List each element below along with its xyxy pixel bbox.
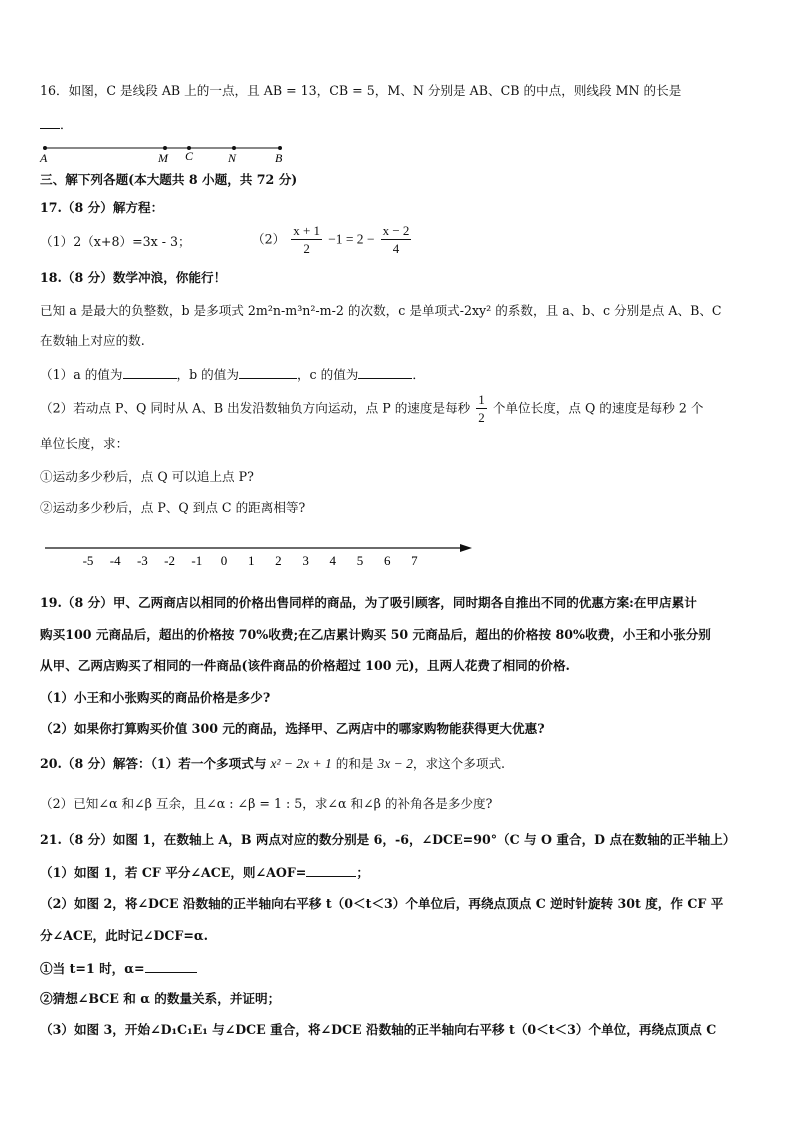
arrow-right-icon — [460, 544, 472, 552]
number-line-tick-label: -3 — [136, 553, 148, 568]
label-c: C — [185, 149, 194, 163]
point-a-dot — [43, 146, 47, 150]
number-line-tick-label: -4 — [109, 553, 121, 568]
q20-line2: （2）已知∠α 和∠β 互余，且∠α : ∠β = 1 : 5，求∠α 和∠β 的补角各是多少度? — [40, 796, 493, 811]
q19-line3: 从甲、乙两店购买了相同的一件商品(该件商品的价格超过 100 元)，且两人花费了相同的价格. — [40, 658, 570, 673]
number-line-tick-label: 0 — [220, 553, 228, 568]
q21-part2-line1: （2）如图 2，将∠DCE 沿数轴的正半轴向右平移 t（0＜t＜3）个单位后，再绕点顶点 C 逆时针旋转 30t 度，作 CF 平 — [40, 896, 724, 911]
label-b: B — [275, 151, 283, 165]
q21-sub2: ②猜想∠BCE 和 α 的数量关系，并证明； — [40, 991, 281, 1006]
q17-fraction-1: $\frac{x + 1}{2}$ — [293, 223, 321, 256]
point-n-dot — [232, 146, 236, 150]
q18-sub1: ①运动多少秒后，点 Q 可以追上点 P? — [40, 469, 254, 484]
point-m-dot — [163, 146, 167, 150]
q18-number-line — [40, 538, 480, 572]
q16-answer-line: ． — [40, 116, 73, 133]
q21-part3: （3）如图 3，开始∠D₁C₁E₁ 与∠DCE 重合，将∠DCE 沿数轴的正半轴向右平移 t（0＜t＜3）个单位，再绕点顶点 C — [40, 1022, 717, 1037]
label-m: M — [158, 151, 168, 165]
number-line-tick-label: 1 — [247, 553, 255, 568]
q18-part2: （2）若动点 P、Q 同时从 A、B 出发沿数轴负方向运动，点 P 的速度是每秒 $\frac{1}{2}$ 个单位长度，点 Q 的速度是每秒 2 个 — [40, 392, 704, 425]
q16-answer-blank[interactable] — [40, 116, 60, 129]
blank-aof[interactable] — [306, 864, 356, 877]
number-line-tick-label: 4 — [329, 553, 337, 568]
number-line-tick-label: 5 — [356, 553, 364, 568]
label-a: A — [40, 151, 48, 165]
blank-a[interactable] — [123, 366, 177, 379]
blank-b[interactable] — [239, 366, 297, 379]
q20-line1: 20.（8 分）解答：（1）若一个多项式与 x² − 2x + 1 的和是 3x − 2，求这个多项式. — [40, 756, 506, 771]
q21-part1: （1）如图 1，若 CF 平分∠ACE，则∠AOF= ； — [40, 865, 369, 880]
q18-head: 18.（8 分）数学冲浪，你能行！ — [40, 270, 227, 285]
section-heading: 三、解下列各题(本大题共 8 小题，共 72 分) — [40, 172, 298, 187]
q18-part2-cont: 单位长度，求： — [40, 436, 129, 451]
q19-line1: 19.（8 分）甲、乙两商店以相同的价格出售同样的商品，为了吸引顾客，同时期各自推出不同的优惠方案:在甲店累计 — [40, 595, 697, 610]
q19-part1: （1）小王和小张购买的商品价格是多少? — [40, 690, 271, 705]
q17-part1: （1）2（x+8）=3x - 3； — [40, 234, 191, 249]
q16-line1: 16．如图，C 是线段 AB 上的一点，且 AB = 13，CB = 5，M、N 分别是 AB、CB 的中点，则线段 MN 的长是 — [40, 83, 682, 98]
number-line-tick-label: 2 — [275, 553, 282, 568]
number-line-tick-label: 6 — [383, 553, 391, 568]
q18-part1: （1）a 的值为 ，b 的值为 ，c 的值为 ． — [40, 367, 425, 382]
number-line-tick-label: -1 — [191, 553, 203, 568]
q16-text — [40, 83, 681, 99]
number-line-tick-label: -5 — [82, 553, 94, 568]
q17-part2: （2） $\frac{x + 1}{2}$ −1 = 2 − $\frac{x - 2}{4}$ — [252, 223, 410, 256]
q18-desc1: 已知 a 是最大的负整数，b 是多项式 2m²n-m³n²-m-2 的次数，c 是单项式-2xy² 的系数，且 a、b、c 分别是点 A、B、C — [40, 303, 722, 318]
q17-fraction-2: $\frac{x - 2}{4}$ — [382, 223, 410, 256]
number-line-tick-label: 7 — [411, 553, 418, 568]
q19-line2: 购买100 元商品后，超出的价格按 70%收费;在乙店累计购买 50 元商品后，超出的价格按 80%收费，小王和小张分别 — [40, 627, 711, 642]
q21-line1: 21.（8 分）如图 1，在数轴上 A，B 两点对应的数分别是 6，-6，∠DCE=90°（C 与 O 重合，D 点在数轴的正半轴上） — [40, 832, 736, 847]
q17-head: 17.（8 分）解方程： — [40, 200, 164, 215]
q18-fraction-half: $\frac{1}{2}$ — [478, 392, 485, 425]
q18-sub2: ②运动多少秒后，点 P、Q 到点 C 的距离相等? — [40, 500, 306, 515]
point-b-dot — [278, 146, 282, 150]
number-line-tick-label: -2 — [164, 553, 176, 568]
q21-sub1: ①当 t=1 时，α= — [40, 960, 197, 977]
q16-segment-diagram — [30, 140, 300, 168]
label-n: N — [228, 151, 237, 165]
q19-part2: （2）如果你打算购买价值 300 元的商品，选择甲、乙两店中的哪家购物能获得更大优惠? — [40, 721, 545, 736]
blank-c[interactable] — [358, 366, 412, 379]
number-line-tick-label: 3 — [302, 553, 309, 568]
blank-alpha[interactable] — [145, 960, 197, 973]
q18-desc2: 在数轴上对应的数. — [40, 333, 145, 348]
q21-part2-line2: 分∠ACE，此时记∠DCF=α. — [40, 928, 208, 943]
